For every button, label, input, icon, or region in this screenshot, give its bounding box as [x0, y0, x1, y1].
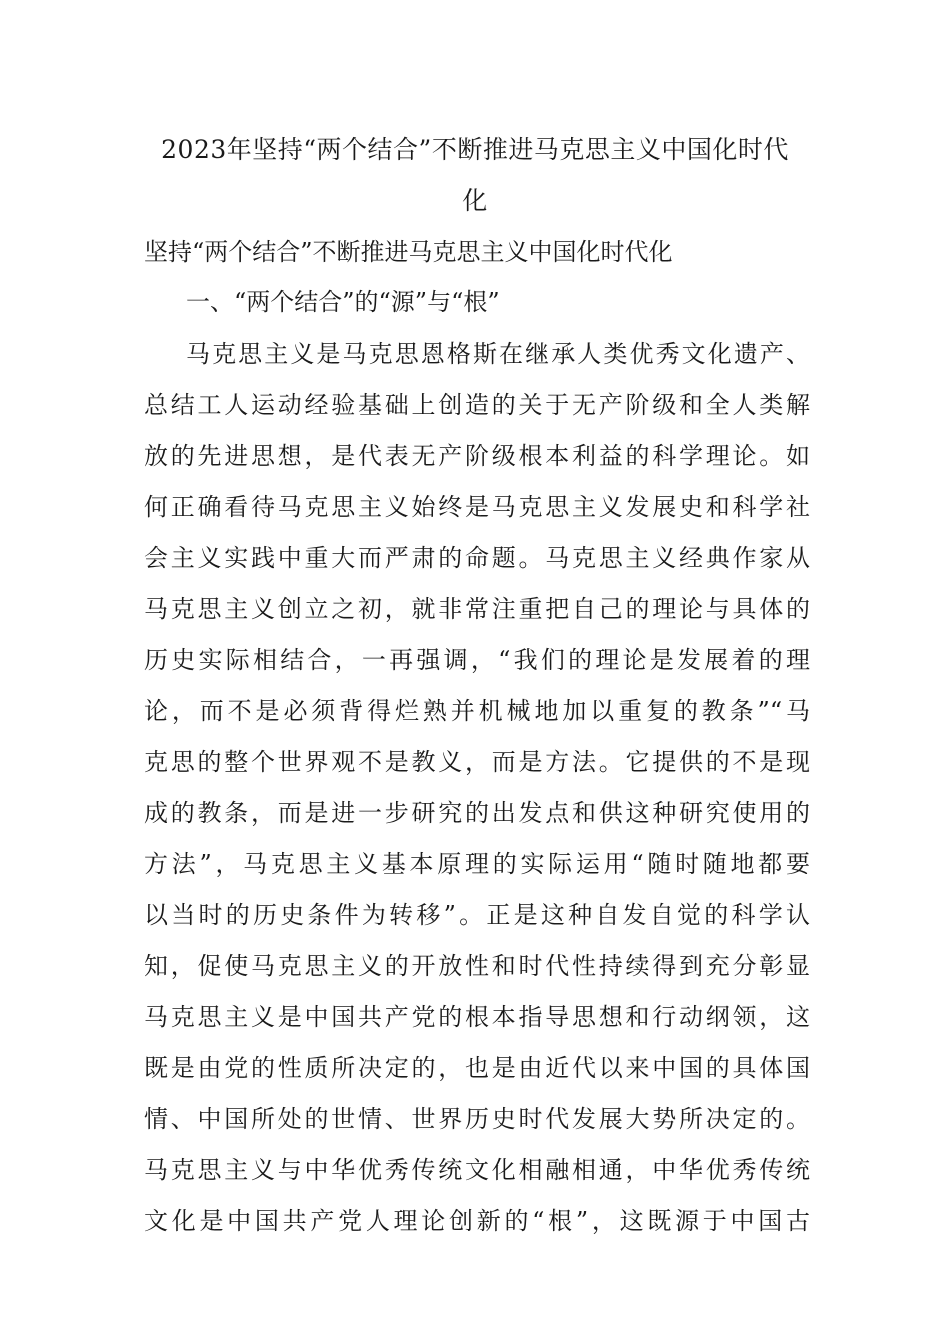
- body-line: 情、中国所处的世情、世界历史时代发展大势所决定的。: [144, 1105, 810, 1133]
- body-line: 马克思主义创立之初，就非常注重把自己的理论与具体的: [144, 595, 810, 623]
- body-line: 论，而不是必须背得烂熟并机械地加以重复的教条”“马: [144, 697, 810, 725]
- body-line: 克思的整个世界观不是教义，而是方法。它提供的不是现: [144, 748, 810, 776]
- body-line: 总结工人运动经验基础上创造的关于无产阶级和全人类解: [144, 391, 810, 419]
- body-line: 马克思主义是马克思恩格斯在继承人类优秀文化遗产、: [186, 340, 810, 368]
- body-line: 何正确看待马克思主义始终是马克思主义发展史和科学社: [144, 493, 810, 521]
- body-line: 知，促使马克思主义的开放性和时代性持续得到充分彰显: [144, 952, 810, 980]
- body-line: 成的教条，而是进一步研究的出发点和供这种研究使用的: [144, 799, 810, 827]
- document-title-line-2: 化: [462, 186, 488, 215]
- body-line: 马克思主义与中华优秀传统文化相融相通，中华优秀传统: [144, 1156, 810, 1184]
- body-line: 方法”，马克思主义基本原理的实际运用“随时随地都要: [144, 850, 810, 878]
- body-line: 既是由党的性质所决定的，也是由近代以来中国的具体国: [144, 1054, 810, 1082]
- document-subtitle: 坚持“两个结合”不断推进马克思主义中国化时代化: [144, 238, 673, 266]
- body-line: 以当时的历史条件为转移”。正是这种自发自觉的科学认: [144, 901, 810, 929]
- section-heading: 一、“两个结合”的“源”与“根”: [186, 288, 500, 316]
- body-line: 文化是中国共产党人理论创新的“根”，这既源于中国古: [144, 1207, 810, 1235]
- body-line: 会主义实践中重大而严肃的命题。马克思主义经典作家从: [144, 544, 810, 572]
- body-line: 历史实际相结合，一再强调，“我们的理论是发展着的理: [144, 646, 810, 674]
- body-line: 放的先进思想，是代表无产阶级根本利益的科学理论。如: [144, 442, 810, 470]
- document-title-line-1: 2023年坚持“两个结合”不断推进马克思主义中国化时代: [161, 135, 789, 164]
- body-line: 马克思主义是中国共产党的根本指导思想和行动纲领，这: [144, 1003, 810, 1031]
